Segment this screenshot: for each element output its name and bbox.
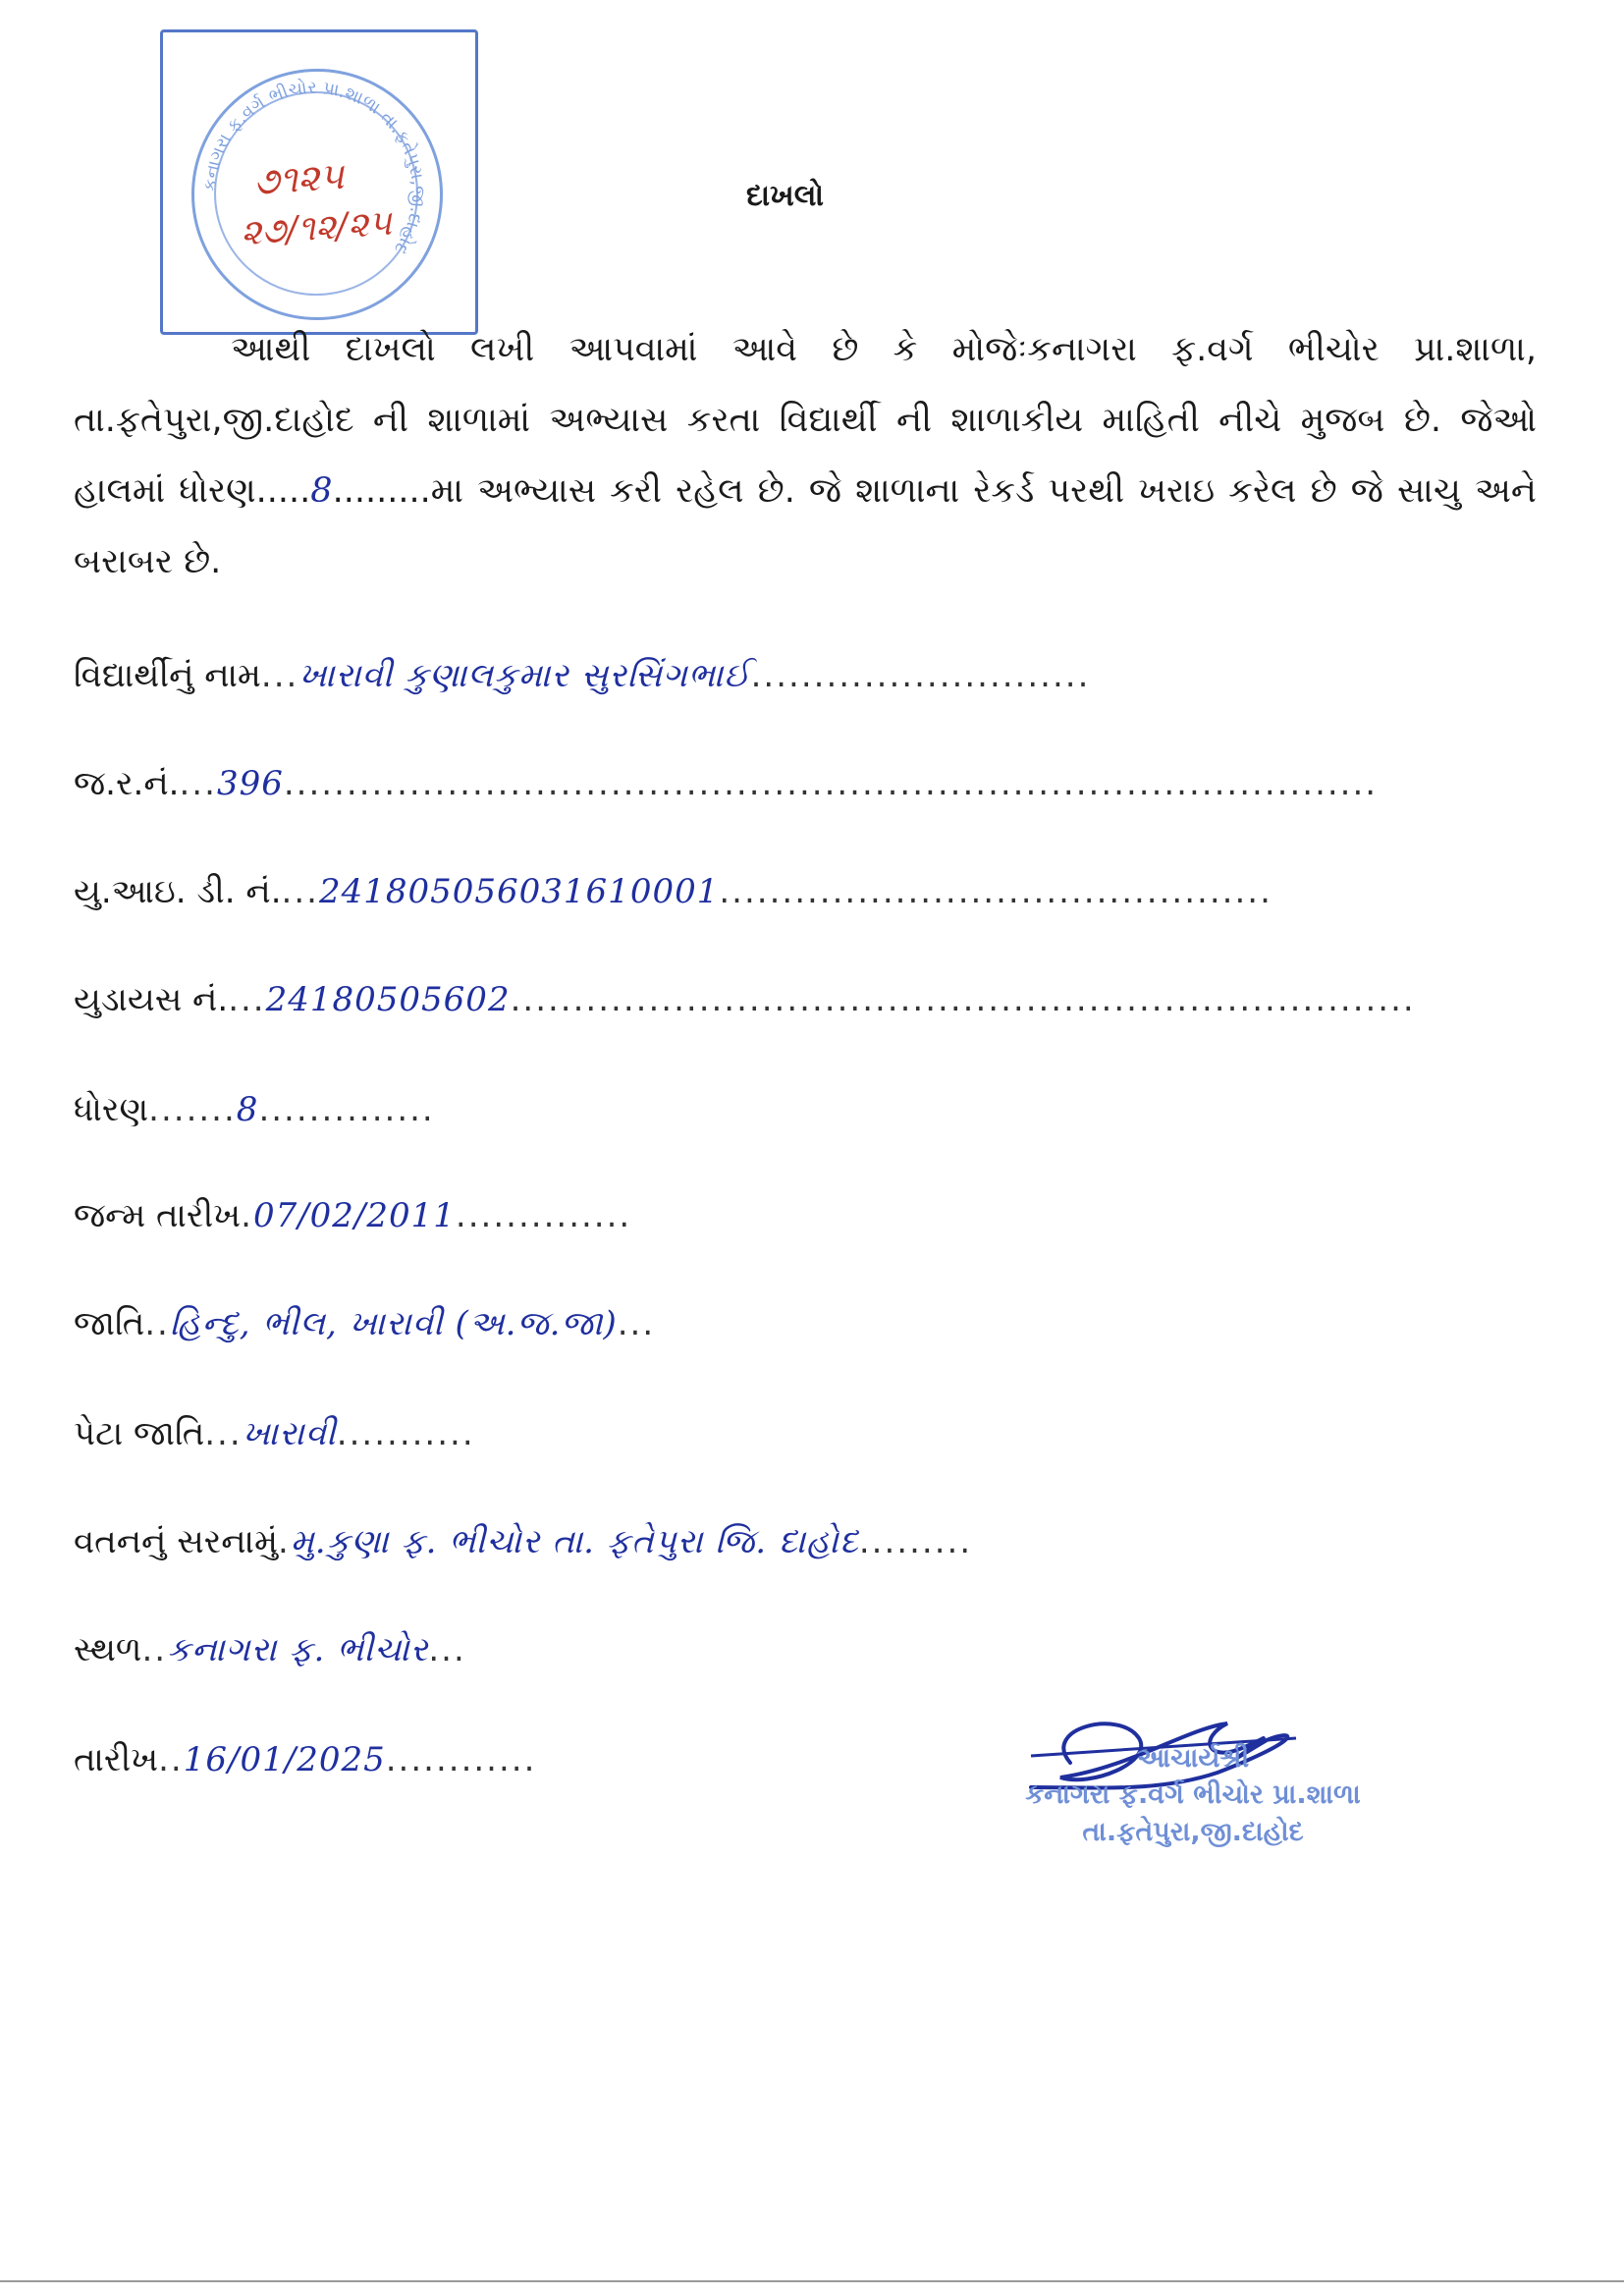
field-label: તારીખ: [74, 1740, 159, 1779]
field-udise-number: યુડાયસ નં. ... 24180505602 ........................................................................: [74, 980, 1416, 1019]
field-label: ધોરણ: [74, 1090, 149, 1129]
field-gr-number: જ.ર.નં. ... 396 .......................................................................................: [74, 764, 1379, 803]
field-label: યુ.આઇ. ડી. નં.: [74, 872, 282, 911]
field-label: પેટા જાતિ: [74, 1414, 205, 1453]
certificate-title: દાખલો: [746, 179, 824, 213]
field-place: સ્થળ .. કનાગરા ફ. ભીચોર ...: [74, 1630, 466, 1669]
field-label: વિદ્યાર્થીનું નામ: [74, 656, 261, 695]
field-uid-number: યુ.આઇ. ડી. નં. ... 241805056031610001 ............................................: [74, 872, 1272, 911]
field-standard: ધોરણ ....... 8 ..............: [74, 1090, 435, 1129]
field-label: જાતિ: [74, 1304, 145, 1343]
field-birth-date: જન્મ તારીખ . 07/02/2011 ..............: [74, 1196, 632, 1235]
field-label: સ્થળ: [74, 1630, 142, 1669]
field-label: વતનનું સરનામું: [74, 1522, 278, 1561]
field-value: 16/01/2025: [183, 1740, 386, 1779]
field-value: ખારાવી: [242, 1414, 337, 1453]
paragraph-std-value: 8: [310, 471, 333, 511]
svg-text:કનાગરા ફ.વર્ગ ભીચોર પ્રા.શાળા: કનાગરા ફ.વર્ગ ભીચોર પ્રા.શાળા તા.ફતેપુરા,જી.દાહોદ: [199, 77, 429, 258]
signature-school-address: તા.ફતેપુરા,જી.દાહોદ: [1082, 1817, 1304, 1847]
stamp-handwritten-date: ૨૭/૧૨/૨૫: [239, 202, 394, 254]
field-value: મુ.કુણા ફ. ભીચોર તા. ફતેપુરા જિ. દાહોદ: [290, 1522, 859, 1561]
field-value: કનાગરા ફ. ભીચોર: [167, 1630, 429, 1669]
field-sub-caste: પેટા જાતિ ... ખારાવી ...........: [74, 1414, 475, 1453]
field-value: 396: [216, 764, 284, 803]
field-date: તારીખ .. 16/01/2025 ............: [74, 1740, 537, 1779]
field-value: 8: [236, 1090, 259, 1129]
field-value: 07/02/2011: [252, 1196, 456, 1235]
field-student-name: વિદ્યાર્થીનું નામ ... ખારાવી કુણાલકુમાર સુરસિંગભાઈ ...........................: [74, 656, 1091, 695]
field-label: જ.ર.નં.: [74, 764, 180, 803]
paragraph-part2: .........મા અભ્યાસ કરી રહેલ છે. જે શાળાના રેકર્ડ પરથી ખરાઇ કરેલ છે જે સાચુ અને બરાબર છે.: [74, 471, 1537, 581]
field-value: 241805056031610001: [318, 872, 720, 911]
signature-designation: આચાર્યશ્રી: [1136, 1743, 1250, 1774]
field-label: યુડાયસ નં.: [74, 980, 229, 1019]
certificate-paragraph: [74, 314, 1537, 597]
paragraph-part1: આથી દાખલો લખી આપવામાં આવે છે કે મોજેઃકનાગરા ફ.વર્ગ ભીચોર પ્રા.શાળા, તા.ફતેપુરા,જી.દાહોદ ની શાળામાં અભ્યાસ કરતા વિદ્યાર્થી ની શાળાકીય માહિતી નીચે મુજબ છે. જેઓ હાલમાં ધોરણ.....: [74, 330, 1537, 511]
stamp-handwritten-number: ૭૧૨૫: [251, 153, 346, 204]
field-label: જન્મ તારીખ: [74, 1196, 242, 1235]
field-caste: જાતિ .. હિન્દુ, ભીલ, ખારાવી (અ.જ.જા) ...: [74, 1304, 656, 1343]
field-value: 24180505602: [265, 980, 511, 1019]
field-home-address: વતનનું સરનામું . મુ.કુણા ફ. ભીચોર તા. ફતેપુરા જિ. દાહોદ .........: [74, 1522, 973, 1561]
field-value: ખારાવી કુણાલકુમાર સુરસિંગભાઈ: [298, 656, 751, 695]
page-edge-divider: [0, 2280, 1624, 2282]
signature-school-name: કનાગરા ફ.વર્ગ ભીચોર પ્રા.શાળા: [1025, 1779, 1361, 1810]
field-value: હિન્દુ, ભીલ, ખારાવી (અ.જ.જા): [169, 1304, 618, 1343]
